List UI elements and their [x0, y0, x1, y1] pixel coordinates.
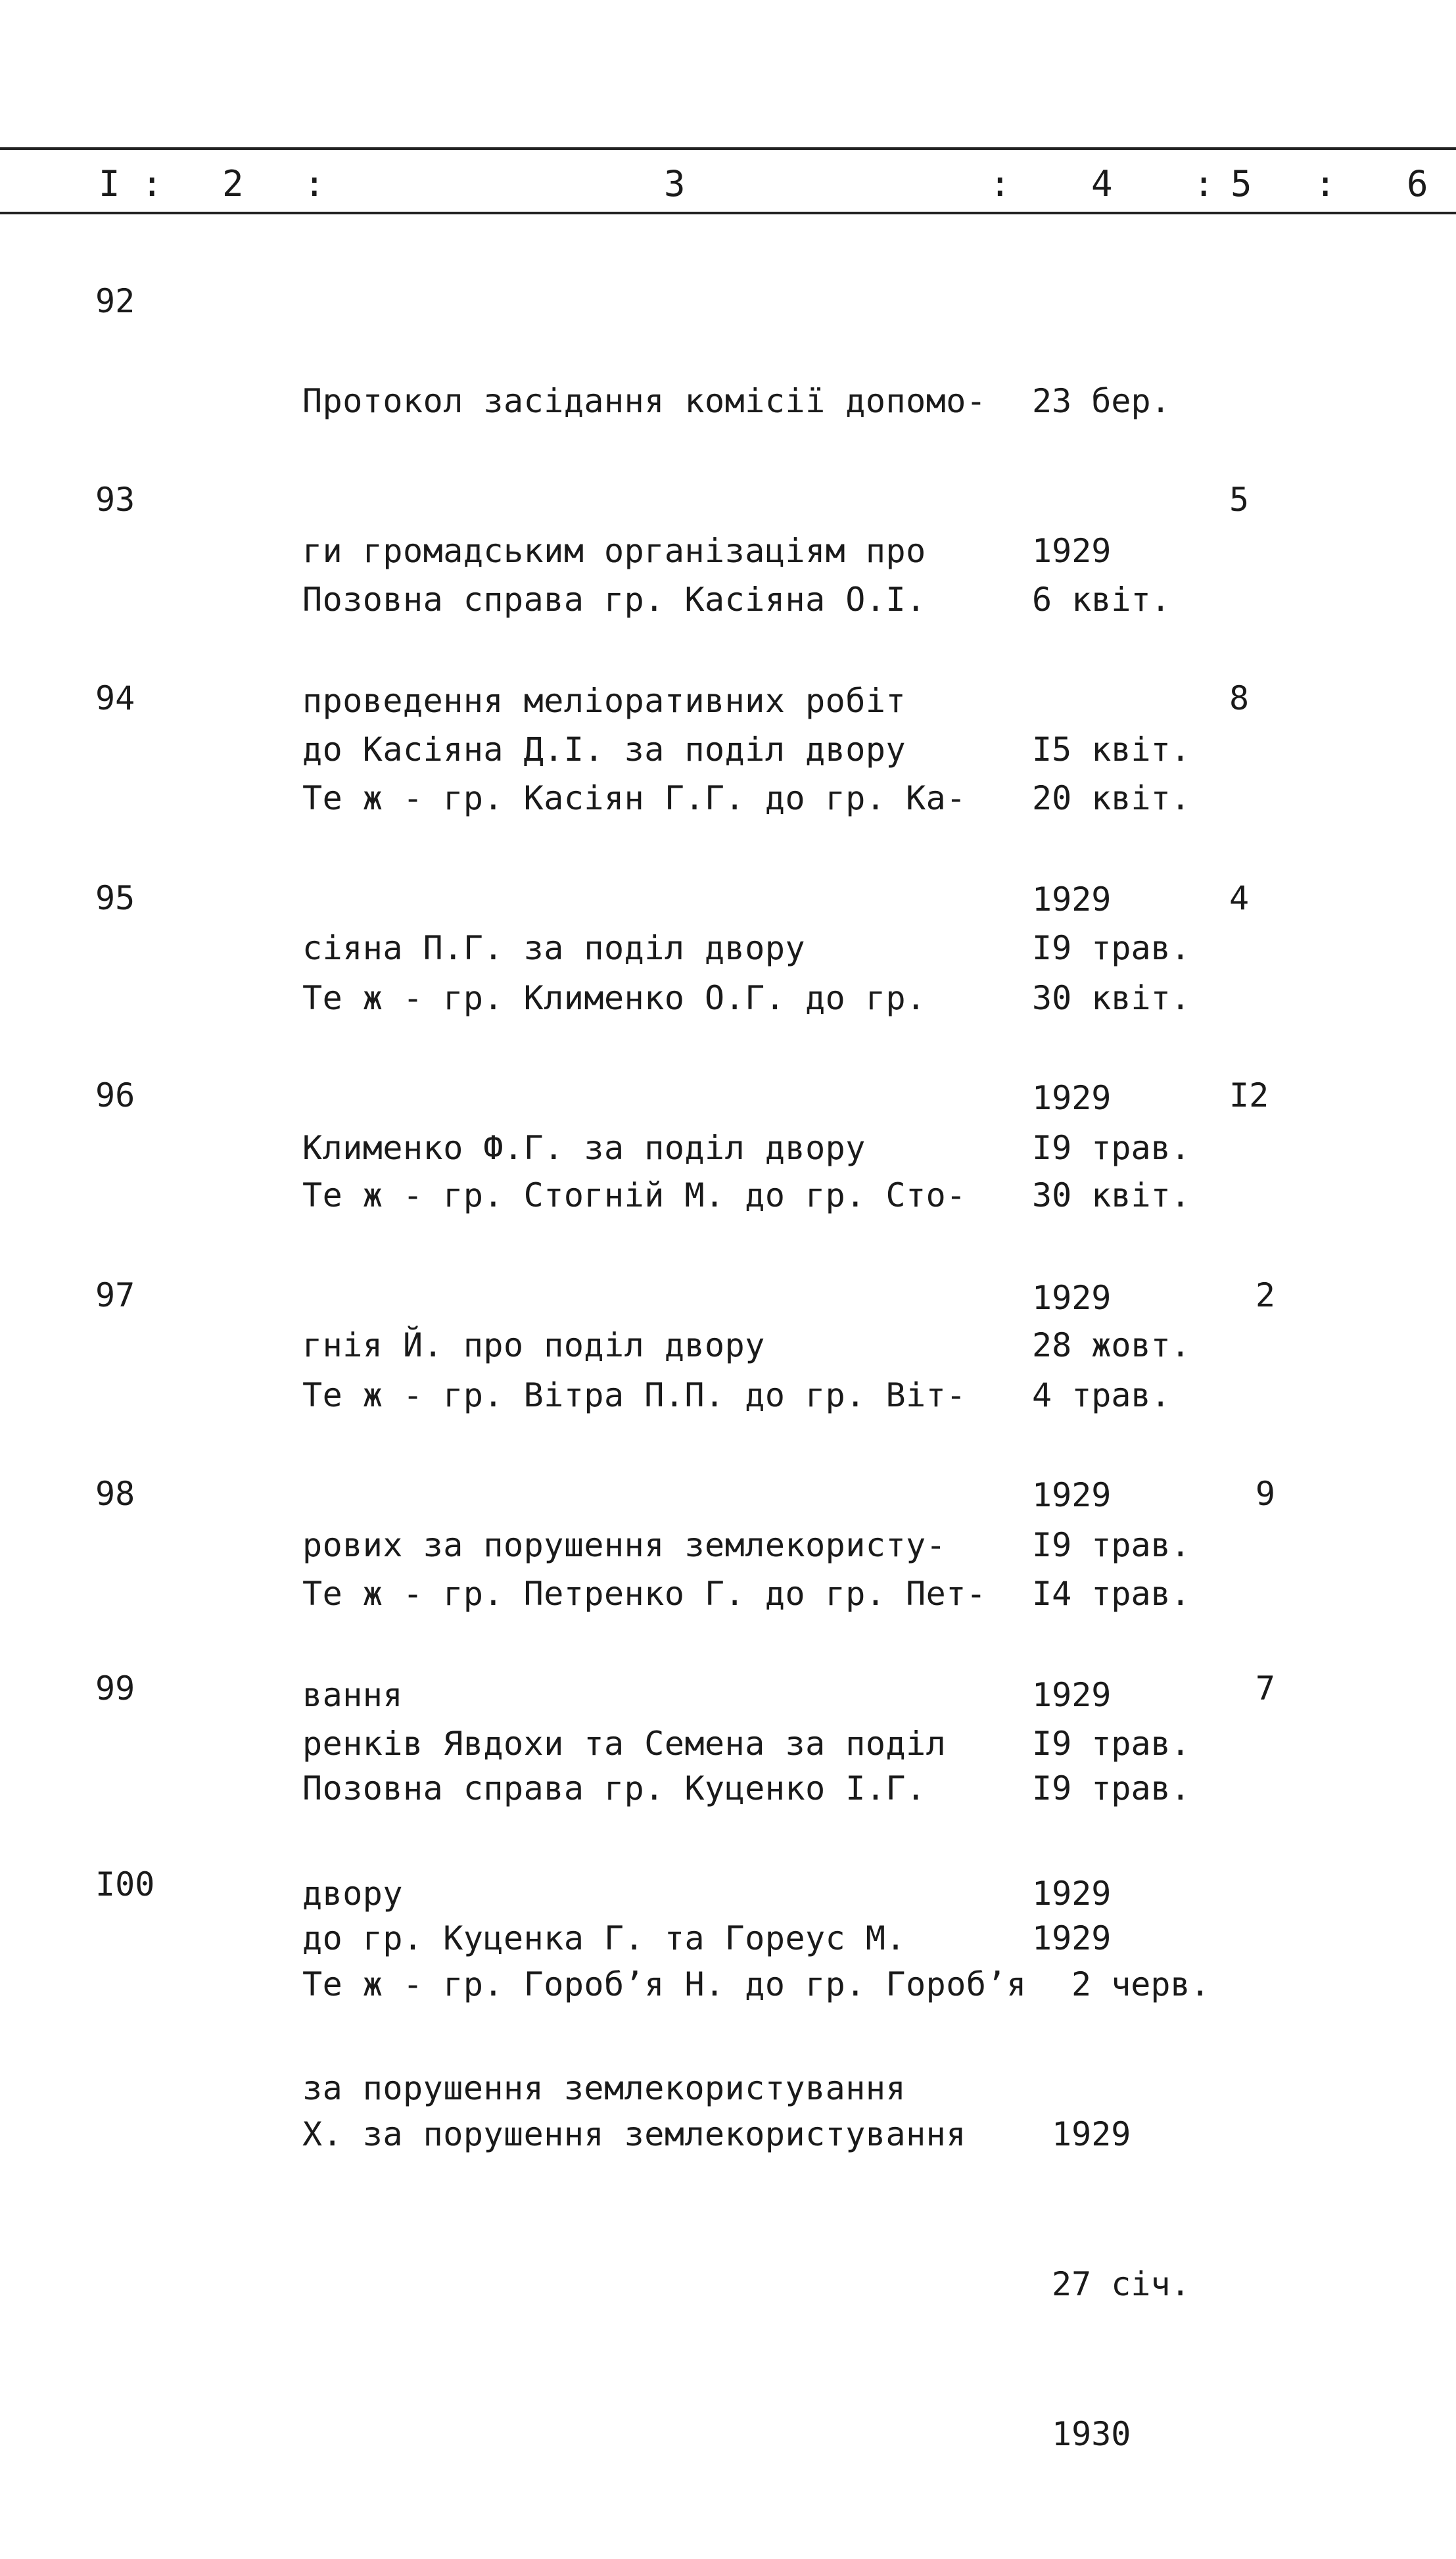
- title-line: Те ж - гр. Стогній М. до гр. Сто-: [302, 1176, 966, 1214]
- date-line: 2 черв.: [1071, 1965, 1210, 2003]
- title-line: сіяна П.Г. за поділ двору: [302, 929, 806, 967]
- date-line: 1929: [1032, 1919, 1112, 1957]
- date-line: I9 трав.: [1032, 1725, 1190, 1763]
- header-top-rule: [0, 147, 1456, 150]
- column-header-row: [0, 158, 1456, 208]
- row-number: 98: [95, 1475, 135, 1513]
- row-number: 96: [95, 1076, 135, 1114]
- title-line: гнія Й. про поділ двору: [302, 1326, 765, 1364]
- date-line: 1929: [1052, 2115, 1131, 2153]
- title-line: до Касіяна Д.І. за поділ двору: [302, 730, 906, 769]
- row-sheets: I2: [1229, 1076, 1269, 1114]
- row-dates: [1052, 1859, 1210, 2559]
- header-col-6: 6: [1407, 163, 1428, 204]
- header-col-3: 3: [664, 163, 686, 204]
- date-line: 28 жовт.: [1032, 1326, 1190, 1364]
- row-number: I00: [95, 1865, 155, 1903]
- title-line: до гр. Куценка Г. та Гореус М.: [302, 1919, 906, 1957]
- date-line: I9 трав.: [1032, 929, 1190, 967]
- header-col-5: 5: [1231, 163, 1252, 204]
- date-line: 27 січ.: [1052, 2265, 1190, 2303]
- title-line: рових за порушення землекористу-: [302, 1526, 947, 1564]
- header-col-1: I: [99, 163, 120, 204]
- title-line: Те ж - гр. Гороб’я Н. до гр. Гороб’я: [302, 1965, 1027, 2003]
- title-line: вання: [302, 1676, 404, 1714]
- date-line: 1929: [1032, 532, 1112, 570]
- header-sep-1: :: [141, 163, 163, 204]
- date-line: 1929: [1032, 1279, 1112, 1317]
- title-line: за порушення землекористування: [302, 2069, 906, 2107]
- date-line: 23 бер.: [1032, 382, 1171, 420]
- row-number: 95: [95, 879, 135, 917]
- header-bottom-rule: [0, 212, 1456, 214]
- date-line: 4 трав.: [1032, 1376, 1171, 1414]
- title-line: двору: [302, 1875, 404, 1913]
- row-sheets: 2: [1255, 1276, 1275, 1314]
- row-title: [302, 1859, 1027, 2259]
- date-line: 1929: [1032, 1476, 1112, 1514]
- header-sep-4: :: [1193, 163, 1215, 204]
- title-line: Позовна справа гр. Куценко І.Г.: [302, 1769, 926, 1807]
- row-sheets: 5: [1229, 481, 1250, 519]
- date-line: I9 трав.: [1032, 1526, 1190, 1564]
- row-number: 99: [95, 1669, 135, 1708]
- date-line: 1929: [1032, 1676, 1112, 1714]
- row-number: 94: [95, 679, 135, 717]
- date-line: 1929: [1032, 880, 1112, 919]
- row-sheets: 9: [1255, 1475, 1275, 1513]
- date-line: 1929: [1032, 1875, 1112, 1913]
- date-line: 1930: [1052, 2415, 1131, 2453]
- title-line: Позовна справа гр. Касіяна О.І.: [302, 581, 926, 619]
- date-line: 30 квіт.: [1032, 979, 1190, 1017]
- header-col-4: 4: [1091, 163, 1113, 204]
- date-line: 1929: [1032, 1079, 1112, 1117]
- row-number: 92: [95, 282, 135, 320]
- title-line: Те ж - гр. Петренко Г. до гр. Пет-: [302, 1575, 987, 1613]
- row-sheets: 4: [1229, 879, 1250, 917]
- row-number: 93: [95, 481, 135, 519]
- title-line: проведення меліоративних робіт: [302, 682, 906, 720]
- header-sep-5: :: [1315, 163, 1336, 204]
- date-line: 30 квіт.: [1032, 1176, 1190, 1214]
- title-line: ги громадським організаціям про: [302, 532, 926, 570]
- row-sheets: 8: [1229, 679, 1250, 717]
- title-line: Те ж - гр. Клименко О.Г. до гр.: [302, 979, 926, 1017]
- header-col-2: 2: [222, 163, 244, 204]
- title-line: Клименко Ф.Г. за поділ двору: [302, 1129, 866, 1167]
- date-line: I4 трав.: [1032, 1575, 1190, 1613]
- row-sheets: 7: [1255, 1669, 1275, 1708]
- title-line: ренків Явдохи та Семена за поділ: [302, 1725, 947, 1763]
- date-line: I9 трав.: [1032, 1129, 1190, 1167]
- title-line: Протокол засідання комісії допомо-: [302, 382, 987, 420]
- date-line: I9 трав.: [1032, 1769, 1190, 1807]
- date-line: 6 квіт.: [1032, 581, 1171, 619]
- date-line: 20 квіт.: [1032, 779, 1190, 817]
- header-sep-3: :: [989, 163, 1011, 204]
- row-number: 97: [95, 1276, 135, 1314]
- header-sep-2: :: [304, 163, 325, 204]
- title-line: Те ж - гр. Вітра П.П. до гр. Віт-: [302, 1376, 966, 1414]
- title-line: Х. за порушення землекористування: [302, 2115, 966, 2153]
- date-line: I5 квіт.: [1032, 730, 1190, 769]
- title-line: Те ж - гр. Касіян Г.Г. до гр. Ка-: [302, 779, 966, 817]
